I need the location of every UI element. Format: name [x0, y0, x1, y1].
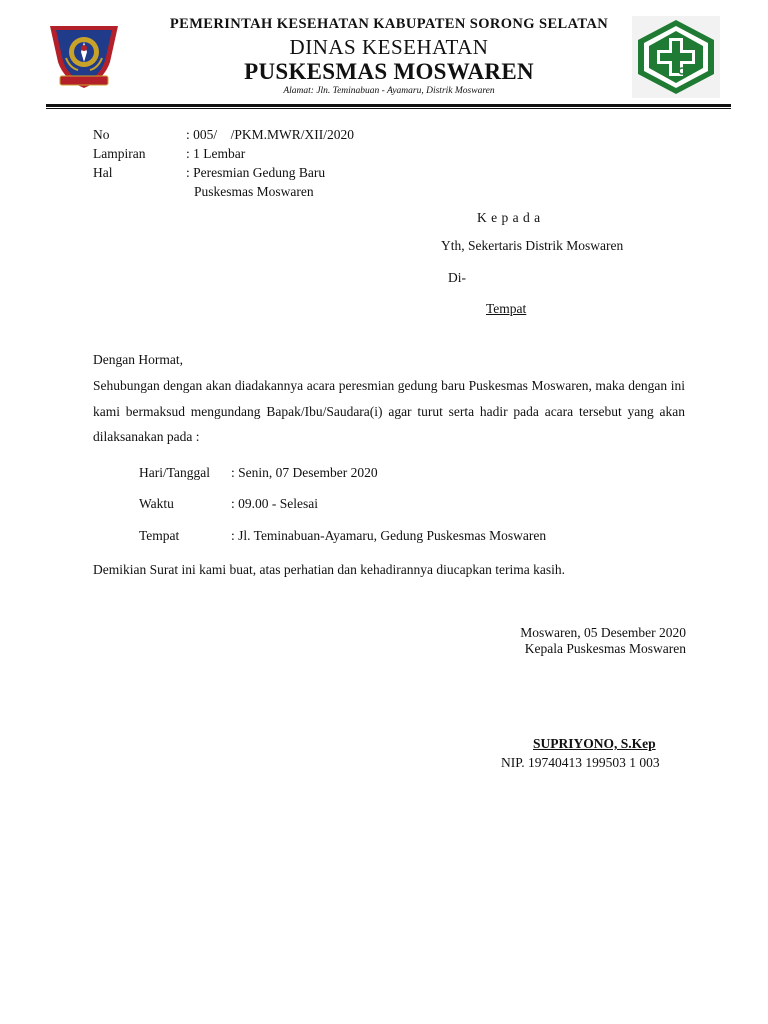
- recipient-di: Di-: [448, 270, 466, 285]
- lampiran-value: : 1 Lembar: [186, 146, 246, 161]
- header-divider-thin: [46, 108, 731, 109]
- header-divider: [46, 104, 731, 107]
- regency-emblem-icon: [44, 18, 124, 94]
- recipient-kepada: K e p a d a: [477, 210, 541, 225]
- header-address: Alamat: Jln. Teminabuan - Ayamaru, Distrik Moswaren: [283, 86, 495, 96]
- signature-position: Kepala Puskesmas Moswaren: [524, 641, 686, 656]
- detail-label-time: Waktu: [139, 496, 174, 511]
- recipient-yth: Yth, Sekertaris Distrik Moswaren: [441, 238, 624, 253]
- closing-sentence: Demikian Surat ini kami buat, atas perhatian dan kehadirannya diucapkan terima kasih.: [93, 562, 565, 577]
- detail-label-place: Tempat: [139, 528, 180, 543]
- signature-nip: NIP. 19740413 199503 1 003: [501, 755, 660, 770]
- detail-label-date: Hari/Tanggal: [139, 465, 211, 480]
- signature-name: SUPRIYONO, S.Kep: [533, 736, 656, 751]
- hal-label: Hal: [93, 165, 113, 180]
- header-government: PEMERINTAH KESEHATAN KABUPATEN SORONG SELATAN: [169, 16, 609, 32]
- puskesmas-logo-icon: [632, 16, 720, 98]
- detail-value-date: : Senin, 07 Desember 2020: [231, 465, 378, 480]
- signature-place-date: Moswaren, 05 Desember 2020: [520, 625, 686, 640]
- hal-value-2: Puskesmas Moswaren: [194, 184, 314, 199]
- header-office: PUSKESMAS MOSWAREN: [244, 59, 534, 84]
- recipient-tempat: Tempat: [486, 301, 527, 316]
- detail-value-time: : 09.00 - Selesai: [231, 496, 318, 511]
- no-label: No: [93, 127, 110, 142]
- lampiran-label: Lampiran: [93, 146, 146, 161]
- detail-value-place: : Jl. Teminabuan-Ayamaru, Gedung Puskesmas Moswaren: [231, 528, 547, 543]
- hal-value-1: : Peresmian Gedung Baru: [186, 165, 326, 180]
- no-value: : 005/ /PKM.MWR/XII/2020: [186, 127, 355, 142]
- body-paragraph: Sehubungan dengan akan diadakannya acara peresmian gedung baru Puskesmas Moswaren, maka dengan ini kami bermaksud mengundang Bapak/Ibu/Saudara(i) agar turut serta hadir pada acara tersebut yang akan dilaksanakan pada :: [93, 378, 685, 444]
- greeting: Dengan Hormat,: [93, 352, 183, 367]
- header-agency: DINAS KESEHATAN: [289, 35, 489, 59]
